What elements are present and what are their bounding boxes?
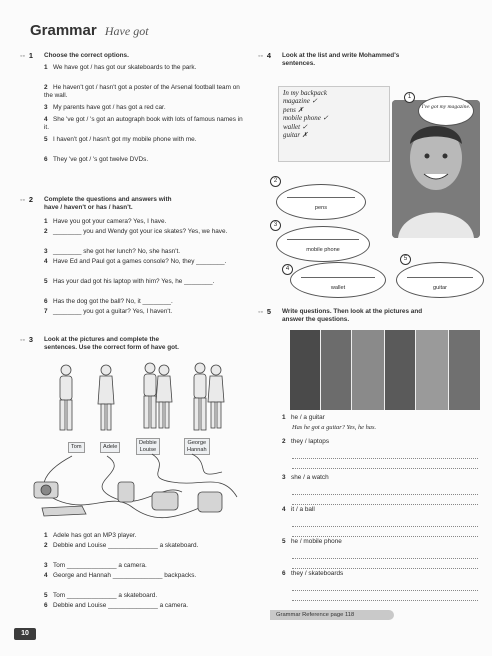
- list-item: guitar ✗: [283, 131, 308, 140]
- exercise-number: ◦◦ 3: [20, 335, 34, 344]
- name-label-george-hannah: George Hannah: [184, 438, 210, 455]
- title-grammar: Grammar: [30, 22, 97, 39]
- photo-watch-girl: [352, 330, 385, 410]
- answer-line: [292, 458, 478, 459]
- name-label-tom: Tom: [68, 442, 85, 453]
- ex1-item-6: 6 They 've got / 's got twelve DVDs.: [44, 156, 149, 163]
- answer-line: [292, 526, 478, 527]
- answer-line: [292, 600, 478, 601]
- exercise-instruction-line2: sentences.: [282, 60, 316, 67]
- exercise-instruction-line1: Look at the pictures and complete the: [44, 336, 160, 343]
- circle-number-3: 3: [270, 220, 281, 231]
- title-topic: Have got: [104, 24, 149, 38]
- exercise-1: [20, 52, 250, 172]
- ex3-item-3: 3 Tom ______________ a camera.: [44, 562, 147, 569]
- grammar-reference-tab: Grammar Reference page 118: [270, 610, 394, 620]
- bubble-label-guitar: guitar: [433, 285, 447, 291]
- circle-number-1: 1: [404, 92, 415, 103]
- ex5-example-answer: Has he got a guitar? Yes, he has.: [292, 424, 377, 431]
- name-label-adele: Adele: [100, 442, 120, 453]
- answer-line: [292, 558, 478, 559]
- ex5-photo-strip: [290, 330, 480, 410]
- exercise-number: ◦◦ 1: [20, 51, 34, 60]
- list-item: mobile phone ✓: [283, 114, 329, 123]
- list-item: magazine ✓: [283, 97, 318, 106]
- ex2-item-2: 2 ________ you and Wendy got your ice skates? Yes, we have.: [44, 228, 228, 235]
- list-title: In my backpack: [283, 89, 327, 97]
- ex5-item-6: 6 they / skateboards: [282, 570, 344, 577]
- ex1-item-2: 2 He haven't got / hasn't got a poster of the Arsenal football team on the wall.: [44, 84, 240, 100]
- page-number: 10: [14, 628, 36, 640]
- ex5-item-5: 5 he / mobile phone: [282, 538, 342, 545]
- answer-line: [292, 536, 478, 537]
- list-item: wallet ✓: [283, 122, 308, 131]
- ex2-item-3: 3 ________ she got her lunch? No, she hasn't.: [44, 248, 180, 255]
- photo-guitar-boy: [290, 330, 321, 410]
- exercise-4: [258, 52, 488, 82]
- backpack-list: [278, 86, 390, 162]
- exercise-2: [20, 196, 250, 326]
- exercise-5: [258, 308, 488, 328]
- answer-line: [292, 494, 478, 495]
- ex2-item-1: 1 Have you got your camera? Yes, I have.: [44, 218, 167, 225]
- ex5-item-4: 4 it / a ball: [282, 506, 315, 513]
- exercise-instruction: Choose the correct options.: [44, 52, 129, 59]
- speech-bubble-main: I've got my magazine.: [418, 96, 474, 126]
- ex5-item-3: 3 she / a watch: [282, 474, 329, 481]
- ex1-item-3: 3 My parents have got / has got a red car.: [44, 104, 166, 111]
- ex2-item-6: 6 Has the dog got the ball? No, it ________.: [44, 298, 173, 305]
- circle-number-4: 4: [282, 264, 293, 275]
- photo-skateboards: [449, 330, 480, 410]
- bubble-wallet: [290, 262, 386, 298]
- exercise-number: ◦◦ 4: [258, 51, 272, 60]
- backpack-object-1: [152, 492, 178, 510]
- circle-number-5: 5: [400, 254, 411, 265]
- list-item: pens ✗: [283, 105, 304, 114]
- exercise-instruction-line1: Complete the questions and answers with: [44, 196, 172, 203]
- ex3-item-6: 6 Debbie and Louise ______________ a camera.: [44, 602, 189, 609]
- ex3-people-illustration: [40, 358, 240, 436]
- mp3-player-object: [118, 482, 134, 502]
- bubble-label-mobile-phone: mobile phone: [306, 247, 340, 253]
- answer-line: [292, 468, 478, 469]
- bubble-guitar: [396, 262, 484, 298]
- page-title: [30, 22, 149, 39]
- circle-number-2: 2: [270, 176, 281, 187]
- ex3-item-1: 1 Adele has got an MP3 player.: [44, 532, 137, 539]
- ex2-item-7: 7 ________ you got a guitar? Yes, I haven't.: [44, 308, 173, 315]
- bubble-pens: [276, 184, 366, 220]
- ex3-item-2: 2 Debbie and Louise ______________ a skateboard.: [44, 542, 199, 549]
- exercise-instruction-line1: Write questions. Then look at the pictures and: [282, 308, 423, 315]
- bubble-mobile-phone: [276, 226, 370, 262]
- ex3-item-5: 5 Tom ______________ a skateboard.: [44, 592, 158, 599]
- photo-ball: [385, 330, 416, 410]
- exercise-5-items: [258, 414, 488, 604]
- skateboard-object: [42, 506, 86, 516]
- answer-line: [292, 590, 478, 591]
- ex2-item-5: 5 Has your dad got his laptop with him? Yes, he ________.: [44, 278, 215, 285]
- ex5-item-1: 1 he / a guitar: [282, 414, 325, 421]
- answer-line: [292, 504, 478, 505]
- exercise-instruction-line2: answer the questions.: [282, 316, 350, 323]
- photo-mobile-phone-boy: [416, 330, 449, 410]
- ex3-objects-illustration: [22, 452, 252, 528]
- answer-line: [292, 568, 478, 569]
- bubble-label-wallet: wallet: [330, 285, 346, 291]
- exercise-instruction-line2: sentences. Use the correct form of have got.: [44, 344, 179, 351]
- ex1-item-1: 1 We have got / has got our skateboards to the park.: [44, 64, 197, 71]
- backpack-object-2: [198, 492, 222, 512]
- photo-laptops: [321, 330, 352, 410]
- bubble-label-pens: pens: [314, 205, 328, 211]
- exercise-instruction-line2: have / haven't or has / hasn't.: [44, 204, 133, 211]
- exercise-number: ◦◦ 2: [20, 195, 34, 204]
- ex1-item-5: 5 I haven't got / hasn't got my mobile phone with me.: [44, 136, 197, 143]
- ex5-item-2: 2 they / laptops: [282, 438, 330, 445]
- exercise-number: ◦◦ 5: [258, 307, 272, 316]
- ex1-item-4: 4 She 've got / 's got an autograph book with lots of famous names in it.: [44, 116, 243, 132]
- ex3-item-4: 4 George and Hannah ______________ backpacks.: [44, 572, 197, 579]
- ex2-item-4: 4 Have Ed and Paul got a games console? No, they ________.: [44, 258, 227, 265]
- exercise-instruction-line1: Look at the list and write Mohammed's: [282, 52, 400, 59]
- exercise-3-sentences: [20, 532, 260, 622]
- name-label-debbie-louise: Debbie Louise: [136, 438, 160, 455]
